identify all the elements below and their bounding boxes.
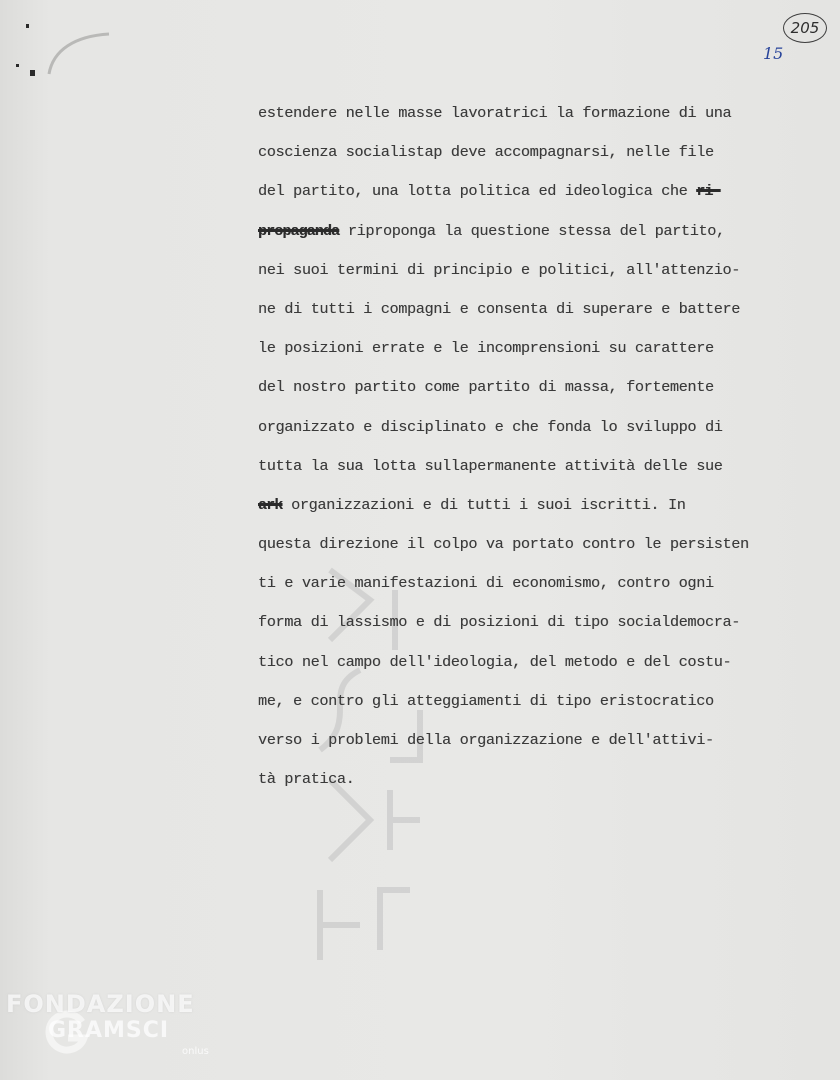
text-line-15: tico nel campo dell'ideologia, del metodo e del costu- [258,652,732,671]
binder-mark-bottom [30,70,35,76]
paper-crease-mark [45,28,115,78]
text-line-11-main: organizzazioni e di tutti i suoi iscritti. In [282,495,686,514]
typed-text-body [258,100,818,805]
text-line-9: organizzato e disciplinato e che fonda lo sviluppo di [258,417,723,436]
text-line-7: le posizioni errate e le incomprensioni su carattere [258,339,714,358]
struck-word: ark [258,495,283,514]
binder-mark-top [26,24,29,28]
binder-mark-middle [16,64,19,67]
logo-text-fondazione: FONDAZIONE [6,990,195,1018]
text-line-14: forma di lassismo e di posizioni di tipo socialdemocra- [258,613,741,632]
text-line-16: me, e contro gli atteggiamenti di tipo eristocratico [258,691,714,710]
text-line-17: verso i problemi della organizzazione e dell'attivi- [258,731,714,749]
text-line-1: estendere nelle masse lavoratrici la formazione di una [258,104,732,122]
text-line-11 [258,492,818,531]
text-line-8: del nostro partito come partito di massa, fortemente [258,378,714,397]
struck-word: propaganda [258,221,340,240]
struck-word: ri- [696,182,721,201]
logo-text-onlus: onlus [182,1046,209,1057]
text-line-10: tutta la sua lotta sullapermanente attività delle sue [258,456,723,475]
page-number: 205 [783,13,827,43]
text-line-18: tà pratica. [258,770,355,789]
fondazione-gramsci-logo [6,990,216,1070]
text-line-6: ne di tutti i compagni e consenta di superare e battere [258,299,741,318]
text-line-4 [258,218,818,257]
text-line-3 [258,178,818,217]
folio-annotation: 15 [763,44,784,63]
text-line-5: nei suoi termini di principio e politici, all'attenzio- [258,260,741,279]
text-line-2: coscienza socialistap deve accompagnarsi, nelle file [258,143,714,162]
text-line-4-main: riproponga la questione stessa del partito, [339,221,725,240]
text-line-13: ti e varie manifestazioni di economismo, contro ogni [258,574,714,593]
logo-text-gramsci: GRAMSCI [48,1018,170,1043]
text-line-12: questa direzione il colpo va portato contro le persisten [258,535,749,554]
text-line-3-main: del partito, una lotta politica ed ideologica che [258,182,697,201]
